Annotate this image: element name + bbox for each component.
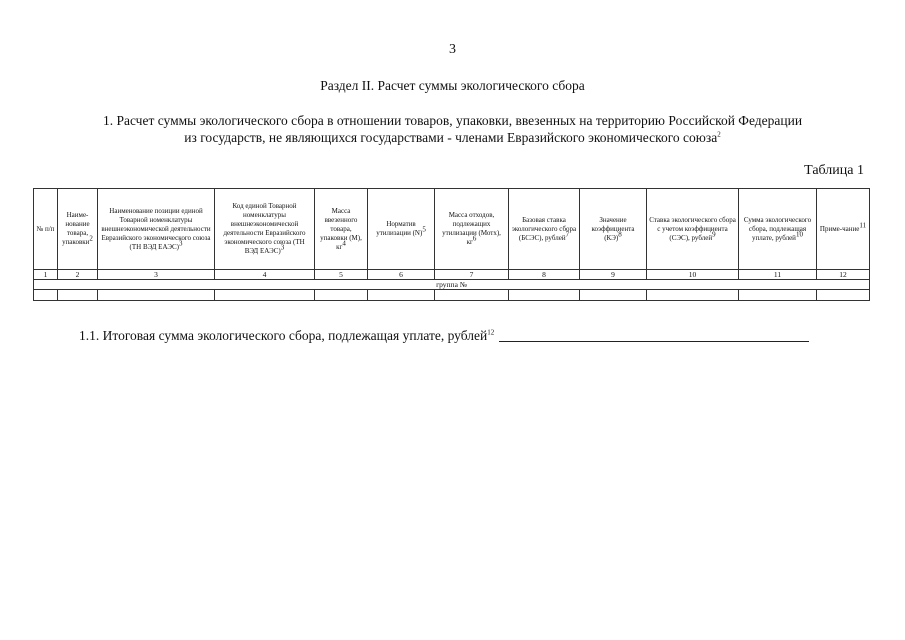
calculation-table xyxy=(33,188,870,301)
calculation-title-line-2-text: из государств, не являющихся государствами - членами Евразийского экономического союза xyxy=(184,130,718,145)
table-cell[interactable] xyxy=(368,290,435,301)
calculation-title-line-2 xyxy=(0,129,905,146)
footnote-ref: 6 xyxy=(472,234,477,243)
total-fee-input-line[interactable] xyxy=(499,327,809,342)
calculation-title-line-1: 1. Расчет суммы экологического сбора в отношении товаров, упаковки, ввезенных на территорию Российской Федерации xyxy=(102,113,803,128)
section-title: Раздел II. Расчет суммы экологического сбора xyxy=(320,78,585,93)
footnote-ref: 2 xyxy=(717,130,721,139)
header-cell-waste-mass xyxy=(435,189,509,270)
footnote-ref: 2 xyxy=(89,234,93,243)
table-cell[interactable] xyxy=(58,290,98,301)
column-number: 11 xyxy=(739,270,817,280)
column-number: 4 xyxy=(215,270,315,280)
header-text: Базовая ставка экологического сбора (БСЭС), рублей xyxy=(511,215,577,242)
footnote-ref: 4 xyxy=(342,239,346,248)
header-cell-adjusted-rate xyxy=(647,189,739,270)
header-text: № п/п xyxy=(36,224,55,233)
column-number: 12 xyxy=(817,270,870,280)
header-text: Значение коэффициента (КЭ) xyxy=(591,215,635,242)
column-number: 9 xyxy=(580,270,647,280)
footnote-ref: 11 xyxy=(859,221,867,230)
group-row xyxy=(34,280,870,290)
table-header-row xyxy=(34,189,870,270)
column-number: 10 xyxy=(647,270,739,280)
table-cell[interactable] xyxy=(580,290,647,301)
footnote-ref: 9 xyxy=(712,230,716,239)
header-cell-tnved-code xyxy=(215,189,315,270)
table-cell[interactable] xyxy=(509,290,580,301)
header-cell-number xyxy=(34,189,58,270)
table-cell[interactable] xyxy=(215,290,315,301)
column-number: 3 xyxy=(98,270,215,280)
table-label: Таблица 1 xyxy=(804,163,864,178)
table-row xyxy=(34,290,870,301)
table-cell[interactable] xyxy=(817,290,870,301)
column-number: 8 xyxy=(509,270,580,280)
header-text: Наименование позиции единой Товарной номенклатуры внешнеэкономической деятельности Евразийского экономического союза (ТН ВЭД ЕАЭС) xyxy=(101,206,211,251)
table-cell[interactable] xyxy=(647,290,739,301)
header-text: Масса отходов, подлежащих утилизации (Мотх), кг xyxy=(442,211,501,246)
total-fee-label: 1.1. Итоговая сумма экологического сбора, подлежащая уплате, рублей xyxy=(79,328,488,343)
header-cell-mass xyxy=(315,189,368,270)
header-text: Масса ввезенного товара, упаковки (М), кг xyxy=(320,206,362,251)
table-cell[interactable] xyxy=(739,290,817,301)
column-number-row xyxy=(34,270,870,280)
header-cell-product-name xyxy=(58,189,98,270)
header-cell-utilization-norm xyxy=(368,189,435,270)
table-cell[interactable] xyxy=(435,290,509,301)
footnote-ref: 8 xyxy=(618,230,622,239)
header-text: Норматив утилизации (N) xyxy=(376,220,423,237)
header-text: Ставка экологического сбора с учетом коэффициента (СЭС), рублей xyxy=(649,215,736,242)
footnote-ref: 7 xyxy=(565,230,570,239)
header-cell-base-rate xyxy=(509,189,580,270)
footnote-ref: 5 xyxy=(422,225,426,234)
header-text: Код единой Товарной номенклатуры внешнеэкономической деятельности Евразийского экономического союза (ТН ВЭД ЕАЭС) xyxy=(223,202,306,255)
footnote-ref: 3 xyxy=(178,239,183,248)
column-number: 5 xyxy=(315,270,368,280)
group-label: группа № xyxy=(34,280,870,290)
header-cell-note xyxy=(817,189,870,270)
calculation-title xyxy=(0,112,905,146)
footnote-ref: 3 xyxy=(280,243,285,252)
column-number: 2 xyxy=(58,270,98,280)
column-number: 1 xyxy=(34,270,58,280)
header-text: Наиме-нование товара, упаковки xyxy=(62,211,90,246)
table-cell[interactable] xyxy=(315,290,368,301)
header-cell-tnved-name xyxy=(98,189,215,270)
header-cell-fee-amount xyxy=(739,189,817,270)
table-cell[interactable] xyxy=(98,290,215,301)
column-number: 6 xyxy=(368,270,435,280)
total-fee-line xyxy=(79,327,809,344)
header-text: Приме-чание xyxy=(819,224,860,233)
header-cell-coefficient xyxy=(580,189,647,270)
header-text: Сумма экологического сбора, подлежащая уплате, рублей xyxy=(743,215,812,242)
page-number: 3 xyxy=(449,42,456,57)
column-number: 7 xyxy=(435,270,509,280)
footnote-ref: 12 xyxy=(487,328,495,337)
table-cell[interactable] xyxy=(34,290,58,301)
footnote-ref: 10 xyxy=(795,230,803,239)
